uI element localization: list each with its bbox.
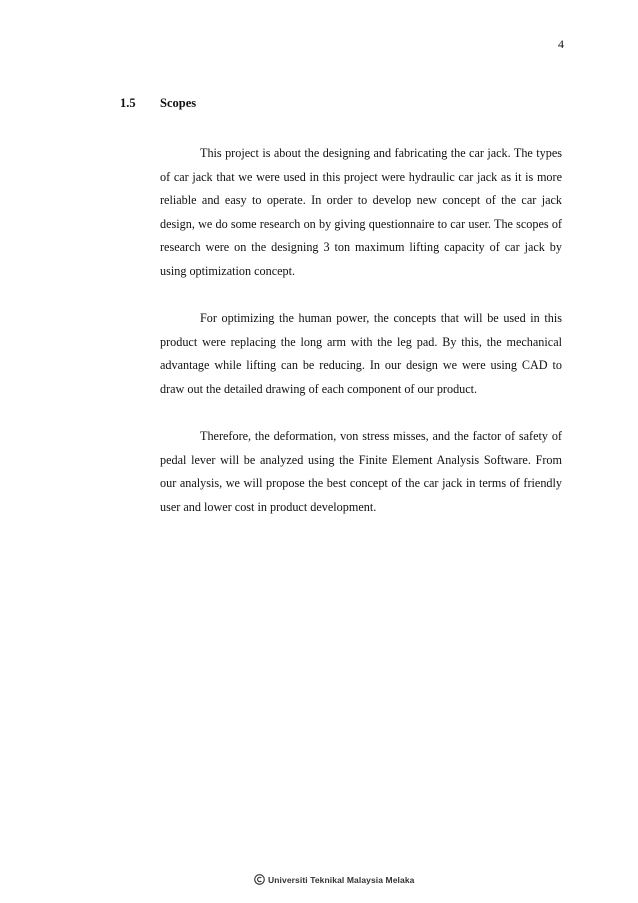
paragraph: For optimizing the human power, the concepts that will be used in this product were replacing the long arm with the leg pad. By this, the mechanical advantage while lifting can be reducing. In our design we were using CAD to draw out the detailed drawing of each component of our product. (160, 311, 562, 396)
footer-text: Universiti Teknikal Malaysia Melaka (268, 874, 415, 885)
section-title: Scopes (160, 96, 197, 110)
paragraph: Therefore, the deformation, von stress misses, and the factor of safety of pedal lever will be analyzed using the Finite Element Analysis Software. From our analysis, we will propose the best concept of the car jack in terms of friendly user and lower cost in product development. (160, 429, 562, 514)
section-heading (120, 96, 196, 111)
body-text (160, 142, 562, 543)
section-number: 1.5 (120, 96, 136, 110)
footer-watermark (254, 874, 415, 885)
paragraph: This project is about the designing and fabricating the car jack. The types of car jack that we were used in this project were hydraulic car jack as it is more reliable and easy to operate. In order to develop new concept of the car jack design, we do some research on by giving questionnaire to car user. The scopes of research were on the designing 3 ton maximum lifting capacity of car jack by using optimization concept. (160, 146, 562, 278)
copyright-icon (254, 874, 265, 885)
page-number: 4 (558, 37, 564, 51)
